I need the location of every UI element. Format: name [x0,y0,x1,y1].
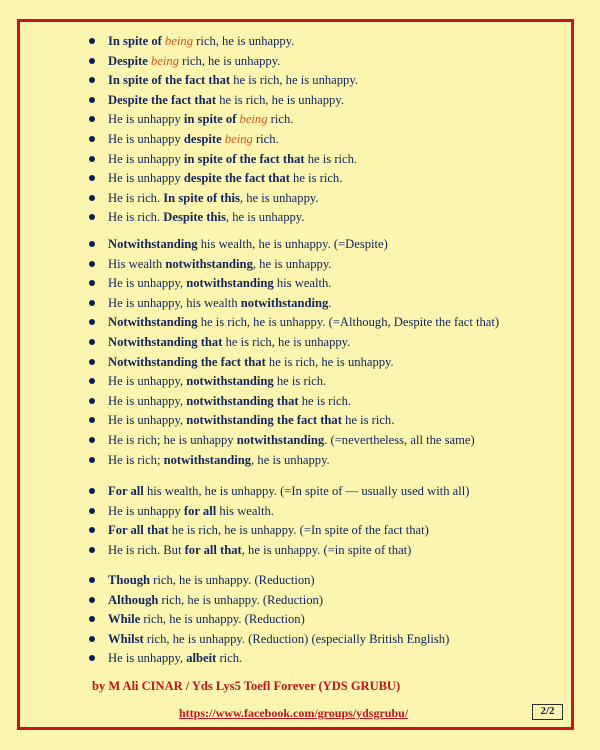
bullet-icon [89,156,95,162]
list-item [0,31,600,51]
list-item [0,570,600,590]
sentence-fragment: his wealth. [273,276,332,291]
sentence-fragment: He is unhappy [108,151,184,166]
keyword: Whilst [108,631,144,646]
example-sentence [108,352,394,372]
gerund-highlight: being [151,53,180,68]
example-sentence [108,207,304,227]
sentence-fragment: He is rich; [108,452,164,467]
bullet-icon [89,116,95,122]
sentence-fragment: he is rich, he is unhappy. (=Although, Despite the fact that) [197,315,500,330]
keyword: notwithstanding [186,374,274,389]
example-sentence [108,540,411,560]
list-item [0,149,600,169]
sentence-fragment: He is unhappy, [108,393,187,408]
list-item [0,332,600,352]
bullet-icon [89,38,95,44]
example-sentence [108,609,305,629]
bullet-icon [89,97,95,103]
bullet-icon [89,300,95,306]
list-item [0,234,600,254]
keyword: Notwithstanding that [108,335,223,349]
example-sentence [108,273,331,293]
bullet-icon [89,214,95,220]
example-sentence [108,31,294,51]
sentence-fragment: rich. [252,132,279,146]
sentence-fragment: . (=nevertheless, all the same) [324,433,475,447]
list-item [0,590,600,610]
list-item [0,609,600,629]
sentence-fragment: rich, he is unhappy. (Reduction) [150,573,315,587]
sentence-fragment: he is rich. [273,374,327,389]
keyword: notwithstanding [236,433,325,447]
sentence-fragment: rich, he is unhappy. (Reduction) [140,612,305,627]
example-sentence [108,629,449,649]
bullet-icon [89,636,95,642]
sentence-fragment: He is unhappy, his wealth [108,295,241,310]
example-sentence [108,332,350,352]
keyword: While [108,612,141,627]
bullet-icon [89,339,95,345]
sentence-fragment: rich, he is unhappy. (Reduction) (especially British English) [143,631,450,646]
list-item [0,371,600,391]
bullet-icon [89,175,95,181]
list-item [0,207,600,227]
keyword: notwithstanding that [186,393,299,408]
sentence-fragment: He is rich. But [108,542,185,557]
example-sentence [108,70,358,90]
bullet-icon [89,457,95,463]
bullet-icon [89,378,95,384]
bullet-icon [89,597,95,603]
example-sentence [108,450,330,470]
sentence-fragment: He is unhappy [108,171,184,186]
bullet-icon [89,319,95,325]
bullet-icon [89,195,95,201]
sentence-fragment: he is rich. [304,151,358,166]
group-link[interactable]: https://www.facebook.com/groups/ydsgrubu/ [179,706,409,720]
bullet-icon [89,77,95,83]
sentence-fragment: he is rich, he is unhappy. [222,335,351,349]
list-item [0,293,600,313]
list-item [0,51,600,71]
list-item [0,391,600,411]
list-item [0,430,600,450]
keyword: For all that [108,523,169,538]
keyword: notwithstanding [186,276,274,291]
sentence-fragment: He is unhappy, [108,413,187,428]
sentence-fragment: he is rich, he is unhappy. (=In spite of the fact that) [168,523,429,538]
sentence-fragment: , he is unhappy. [251,452,330,467]
bullet-icon [89,417,95,423]
example-sentence [108,149,357,169]
keyword: in spite of the fact that [183,151,305,166]
bullet-icon [89,241,95,247]
list-item [0,520,600,540]
sentence-fragment: . [328,295,332,310]
example-sentence [108,129,279,149]
bullet-icon [89,280,95,286]
keyword: despite the fact that [183,171,290,186]
example-sentence [108,188,319,208]
example-sentence [108,520,429,540]
list-item [0,312,600,332]
list-item [0,109,600,129]
list-item [0,90,600,110]
bullet-icon [89,398,95,404]
keyword: despite [183,132,225,146]
keyword: notwithstanding [240,295,329,310]
sentence-fragment: He is rich. [108,190,164,205]
example-sentence [108,293,331,313]
keyword: Despite [108,53,152,68]
bullet-icon [89,359,95,365]
sentence-fragment: rich, he is unhappy. (Reduction) [158,592,324,607]
bullet-icon [89,547,95,553]
list-item [0,70,600,90]
sentence-fragment: he is rich, he is unhappy. [265,354,394,369]
list-item [0,410,600,430]
sentence-fragment: rich, he is unhappy. [193,34,295,48]
bullet-icon [89,488,95,494]
bullet-icon [89,136,95,142]
keyword: Notwithstanding [108,237,198,251]
bullet-icon [89,616,95,622]
author-credit: by M Ali CINAR / Yds Lys5 Toefl Forever (YDS GRUBU) [92,679,401,693]
bullet-icon [89,577,95,583]
bullet-icon [89,261,95,267]
keyword: In spite of [108,34,166,48]
page-number-badge: 2/2 [532,704,563,720]
example-sentence [108,410,394,430]
keyword: for all [183,503,217,518]
example-sentence [108,109,293,129]
list-item [0,254,600,274]
sentence-fragment: he is rich. [298,393,352,408]
example-sentence [108,570,315,590]
example-sentence [108,168,342,188]
sentence-fragment: , he is unhappy. [239,190,319,205]
example-sentence [108,430,475,450]
keyword: Notwithstanding the fact that [108,354,266,369]
keyword: albeit [186,651,217,666]
example-sentence [108,481,469,501]
sentence-fragment: he is rich, he is unhappy. [216,92,344,107]
keyword: In spite of this [163,190,240,205]
gerund-highlight: being [224,132,253,146]
sentence-fragment: rich. [216,651,243,666]
sentence-fragment: He is unhappy, [108,276,187,291]
sentence-fragment: he is rich. [289,171,343,186]
sentence-fragment: he is rich. [341,413,395,428]
example-sentence [108,590,323,610]
sentence-fragment: He is unhappy [108,112,184,127]
list-item [0,352,600,372]
list-item [0,273,600,293]
gerund-highlight: being [239,112,268,127]
example-sentence [108,501,274,521]
sentence-fragment: He is rich; he is unhappy [108,433,237,447]
sentence-fragment: his wealth. [216,503,274,518]
example-sentence [108,90,344,110]
example-sentence [108,254,331,274]
keyword: Notwithstanding [108,315,198,330]
bullet-icon [89,655,95,661]
list-item [0,188,600,208]
sentence-fragment: , he is unhappy. (=in spite of that) [241,542,412,557]
example-sentence [108,312,499,332]
keyword: in spite of [183,112,240,127]
sentence-fragment: his wealth, he is unhappy. (=Despite) [197,237,388,251]
list-item [0,129,600,149]
list-item [0,168,600,188]
sentence-fragment: rich, he is unhappy. [179,53,281,68]
example-sentence [108,391,351,411]
bullet-icon [89,527,95,533]
example-sentence [108,648,242,668]
keyword: Though [108,573,151,587]
sentence-fragment: rich. [267,112,294,127]
keyword: For all [108,484,144,498]
sentence-fragment: He is unhappy, [108,374,187,389]
keyword: notwithstanding [163,452,252,467]
list-item [0,501,600,521]
list-item [0,648,600,668]
sentence-fragment: He is unhappy [108,132,184,146]
example-sentence [108,51,280,71]
list-item [0,540,600,560]
sentence-fragment: his wealth, he is unhappy. (=In spite of — usually used with all) [143,484,470,498]
list-item [0,481,600,501]
sentence-fragment: He is unhappy [108,503,184,518]
sentence-fragment: , he is unhappy. [252,256,332,271]
sentence-fragment: He is unhappy, [108,651,187,666]
keyword: notwithstanding the fact that [186,413,342,428]
keyword: for all that [184,542,242,557]
keyword: notwithstanding [165,256,253,271]
gerund-highlight: being [165,34,194,48]
keyword: Despite this [163,210,226,225]
bullet-icon [89,58,95,64]
keyword: In spite of the fact that [108,73,231,88]
bullet-icon [89,508,95,514]
sentence-fragment: His wealth [108,256,166,271]
sentence-fragment: he is rich, he is unhappy. [230,73,358,88]
list-item [0,629,600,649]
sentence-fragment: , he is unhappy. [225,210,305,225]
keyword: Although [108,592,159,607]
bullet-icon [89,437,95,443]
example-sentence [108,371,326,391]
list-item [0,450,600,470]
example-sentence [108,234,388,254]
sentence-fragment: He is rich. [108,210,164,225]
keyword: Despite the fact that [108,92,217,107]
